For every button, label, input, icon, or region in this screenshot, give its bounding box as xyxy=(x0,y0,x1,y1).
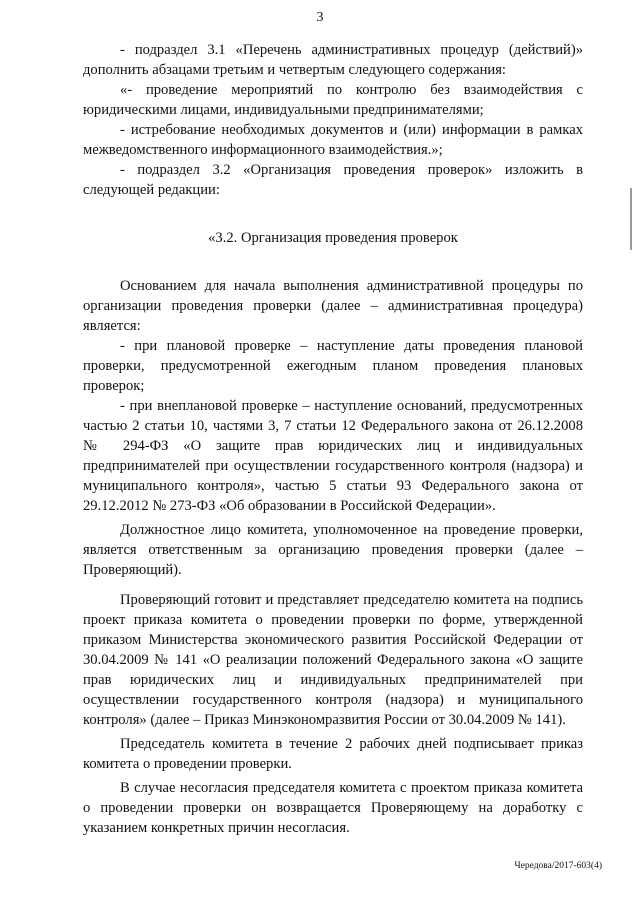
footer-code: Чередова/2017-603(4) xyxy=(514,861,602,871)
paragraph-planned-inspection: - при плановой проверке – наступление даты проведения плановой проверки, предусмотренной ежегодным планом проведения плановых проверок; xyxy=(83,338,583,394)
section-title: «3.2. Организация проведения проверок xyxy=(208,230,458,246)
paragraph-draft-order: Проверяющий готовит и представляет председателю комитета на подпись проект приказа комитета о проведении проверки по форме, утвержденной приказом Министерства экономического развития Российской Федерации от 30.04.2009 № 141 «О реализации положений Федерального закона «О защите прав юридических лиц и индивидуальных предпринимателей при осуществлении государственного контроля (надзора) и муниципального контроля» (далее – Приказ Минэкономразвития России от 30.04.2009 № 141). xyxy=(83,592,583,728)
paragraph-signing: Председатель комитета в течение 2 рабочих дней подписывает приказ комитета о проведении проверки. xyxy=(83,736,583,772)
paragraph-unplanned-inspection: - при внеплановой проверке – наступление оснований, предусмотренных частью 2 статьи 10, частями 3, 7 статьи 12 Федерального закона от 26.12.2008 № 294-ФЗ «О защите прав юридических лиц и индивидуальных предпринимателей при осуществлении государственного контроля (надзора) и муниципального контроля», частью 5 статьи 93 Федерального закона от 29.12.2012 № 273-ФЗ «Об образовании в Российской Федерации». xyxy=(83,398,583,514)
paragraph-control-measures: «- проведение мероприятий по контролю без взаимодействия с юридическими лицами, индивидуальными предпринимателями; xyxy=(83,82,583,118)
scan-edge-mark xyxy=(630,188,632,250)
paragraph-disagreement: В случае несогласия председателя комитета с проектом приказа комитета о проведении проверки он возвращается Проверяющему на доработку с указанием конкретных причин несогласия. xyxy=(83,780,583,836)
page-number: 3 xyxy=(316,10,324,25)
paragraph-document-request: - истребование необходимых документов и (или) информации в рамках межведомственного информационного взаимодействия.»; xyxy=(83,122,583,158)
paragraph-subsection-3-1: - подраздел 3.1 «Перечень административных процедур (действий)» дополнить абзацами третьим и четвертым следующего содержания: xyxy=(83,42,583,78)
paragraph-subsection-3-2: - подраздел 3.2 «Организация проведения проверок» изложить в следующей редакции: xyxy=(83,162,583,198)
paragraph-responsible-official: Должностное лицо комитета, уполномоченное на проведение проверки, является ответственным за организацию проведения проверки (далее – Проверяющий). xyxy=(83,522,583,578)
paragraph-basis: Основанием для начала выполнения административной процедуры по организации проведения проверки (далее – административная процедура) является: xyxy=(83,278,583,334)
document-body xyxy=(83,40,583,838)
